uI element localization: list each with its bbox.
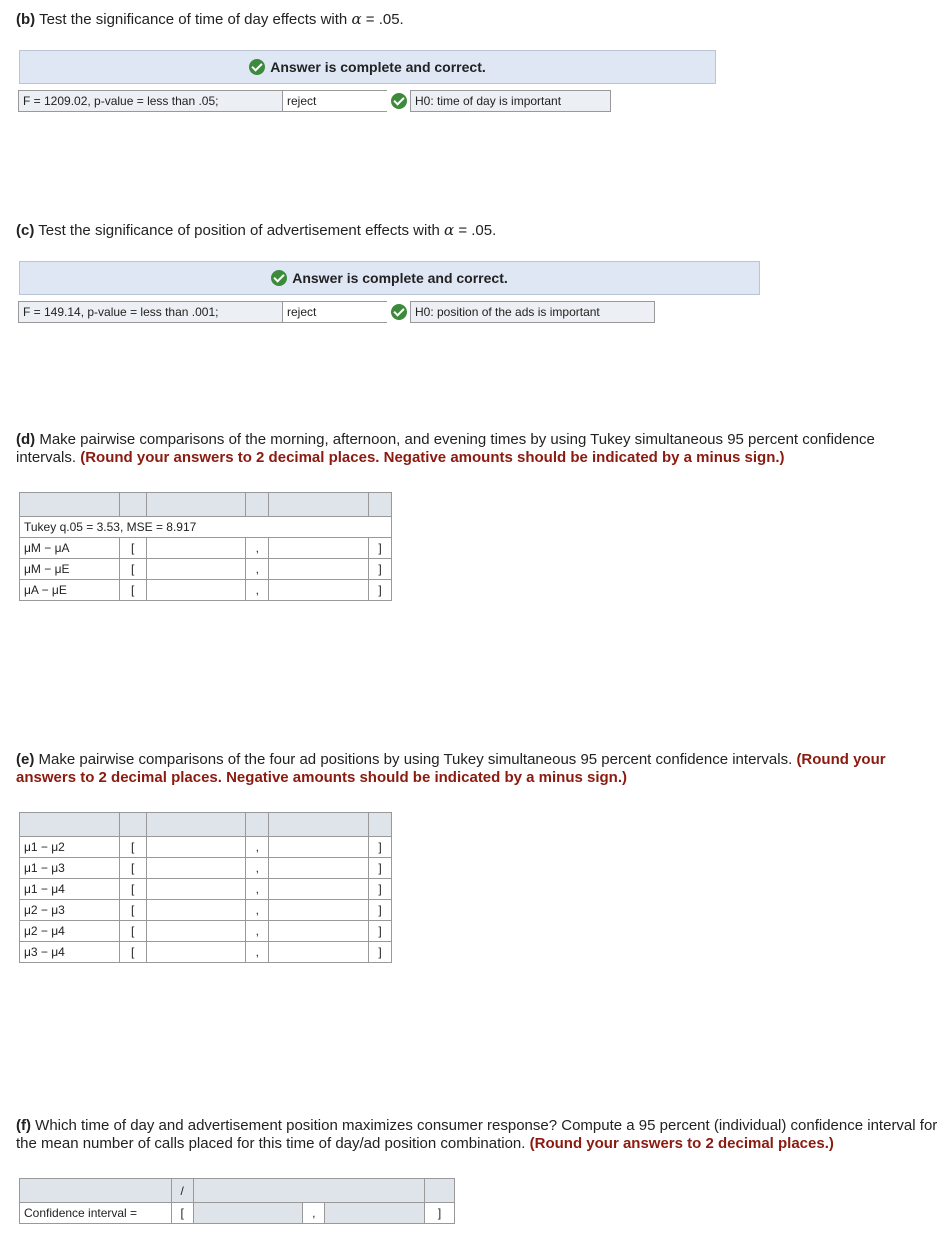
stat-cell: F = 149.14, p-value = less than .001; xyxy=(18,301,283,323)
question-c: (c) Test the significance of position of advertisement effects with α = .05. xyxy=(16,221,497,239)
upper-bound-input[interactable] xyxy=(269,559,369,580)
table-row: μ1 − μ2 [ , ] xyxy=(20,837,392,858)
check-icon xyxy=(249,59,265,75)
lower-bound-input[interactable] xyxy=(146,837,246,858)
confidence-interval-table: / Confidence interval = [ , ] xyxy=(19,1178,455,1224)
stat-cell: F = 1209.02, p-value = less than .05; xyxy=(18,90,283,112)
question-b: (b) Test the significance of time of day effects with α = .05. xyxy=(16,10,404,28)
correct-banner-c: Answer is complete and correct. xyxy=(19,261,760,295)
check-icon xyxy=(271,270,287,286)
table-row: μM − μE [ , ] xyxy=(20,559,392,580)
answer-row-c xyxy=(19,301,655,323)
upper-bound-input[interactable] xyxy=(269,858,369,879)
decision-cell[interactable]: reject xyxy=(282,90,389,112)
check-icon xyxy=(391,304,407,320)
table-row: μ1 − μ3 [ , ] xyxy=(20,858,392,879)
check-icon xyxy=(391,93,407,109)
decision-check xyxy=(387,90,411,112)
decision-cell[interactable]: reject xyxy=(282,301,389,323)
question-d: (d) Make pairwise comparisons of the morning, afternoon, and evening times by using Tukey simultaneous 95 percent confidence intervals. (Round your answers to 2 decimal places. Negative amounts should be indicated by a minus sign.) xyxy=(16,431,875,466)
table-row: μ2 − μ4 [ , ] xyxy=(20,921,392,942)
lower-bound-input[interactable] xyxy=(193,1203,303,1224)
tukey-table-e xyxy=(19,812,392,963)
table-row: μA − μE [ , ] xyxy=(20,580,392,601)
question-e: (e) Make pairwise comparisons of the four ad positions by using Tukey simultaneous 95 percent confidence intervals. (Round your answers to 2 decimal places. Negative amounts should be indicated by a minus sign.) xyxy=(16,751,886,786)
question-f: (f) Which time of day and advertisement position maximizes consumer response? Compute a 95 percent (individual) confidence interval for the mean number of calls placed for this time of day/ad position combination. (Round your answers to 2 decimal places.) xyxy=(16,1117,938,1152)
upper-bound-input[interactable] xyxy=(269,837,369,858)
table-row: μ3 − μ4 [ , ] xyxy=(20,942,392,963)
correct-banner-b: Answer is complete and correct. xyxy=(19,50,716,84)
upper-bound-input[interactable] xyxy=(269,921,369,942)
lower-bound-input[interactable] xyxy=(146,900,246,921)
upper-bound-input[interactable] xyxy=(269,879,369,900)
tukey-table-d xyxy=(19,492,392,601)
lower-bound-input[interactable] xyxy=(146,921,246,942)
lower-bound-input[interactable] xyxy=(146,580,246,601)
table-row: μM − μA [ , ] xyxy=(20,538,392,559)
hypothesis-cell: H0: position of the ads is important xyxy=(410,301,655,323)
upper-bound-input[interactable] xyxy=(269,538,369,559)
lower-bound-input[interactable] xyxy=(146,942,246,963)
answer-row-b xyxy=(19,90,611,112)
table-row: μ1 − μ4 [ , ] xyxy=(20,879,392,900)
tukey-info: Tukey q.05 = 3.53, MSE = 8.917 xyxy=(20,517,392,538)
lower-bound-input[interactable] xyxy=(146,879,246,900)
upper-bound-input[interactable] xyxy=(269,580,369,601)
table-row: Confidence interval = [ , ] xyxy=(20,1203,455,1224)
table-row: μ2 − μ3 [ , ] xyxy=(20,900,392,921)
upper-bound-input[interactable] xyxy=(269,942,369,963)
lower-bound-input[interactable] xyxy=(146,858,246,879)
upper-bound-input[interactable] xyxy=(325,1203,425,1224)
upper-bound-input[interactable] xyxy=(269,900,369,921)
lower-bound-input[interactable] xyxy=(146,559,246,580)
lower-bound-input[interactable] xyxy=(146,538,246,559)
confidence-interval-label: Confidence interval = xyxy=(20,1203,172,1224)
hypothesis-cell: H0: time of day is important xyxy=(410,90,611,112)
decision-check xyxy=(387,301,411,323)
